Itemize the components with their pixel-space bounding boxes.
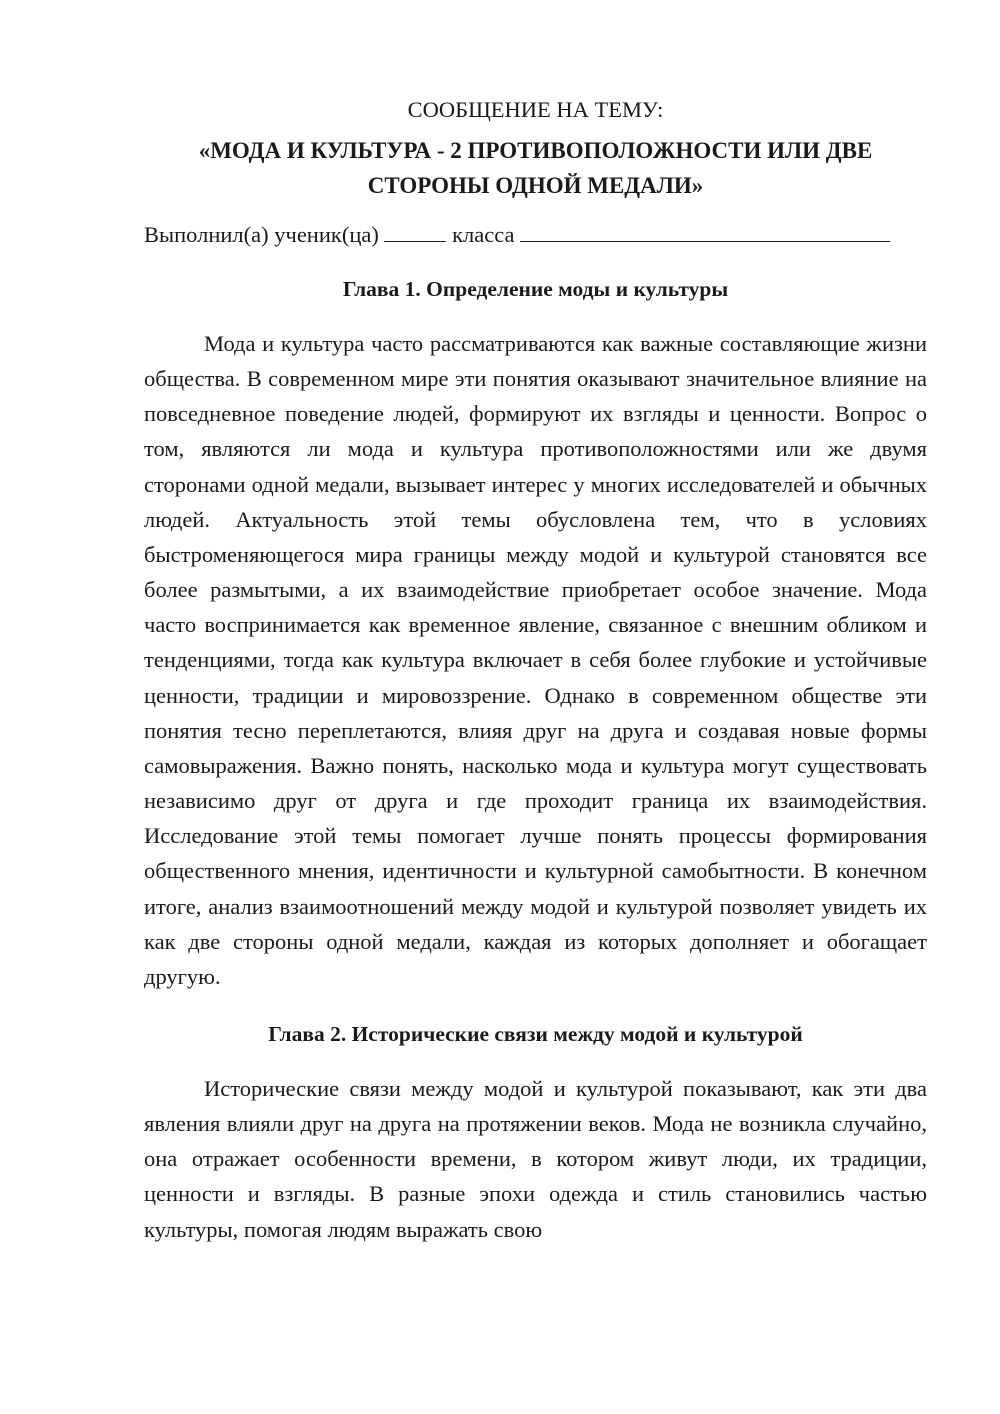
class-label: класса [452,222,515,247]
topic-label: СООБЩЕНИЕ НА ТЕМУ: [407,97,664,122]
author-label: Выполнил(а) ученик(ца) [144,222,379,247]
chapter-1-heading: Глава 1. Определение моды и культуры [342,277,729,301]
title-line-2: СТОРОНЫ ОДНОЙ МЕДАЛИ» [367,173,704,198]
document-title [144,133,927,203]
class-number-blank [384,217,446,242]
chapter-2-paragraph: Исторические связи между модой и культурой показывают, как эти два явления влияли друг на друга на протяжении веков. Мода не возникла случайно, она отражает особенности времени, в котором живут люди, их традиции, ценности и взгляды. В разные эпохи одежда и стиль становились частью культуры, помогая людям выражать свою [144,1075,927,1242]
document-page [144,92,927,1247]
chapter-1-paragraph: Мода и культура часто рассматриваются как важные составляющие жизни общества. В современном мире эти понятия оказывают значительное влияние на повседневное поведение людей, формируют их взгляды и ценности. Вопрос о том, являются ли мода и культура противоположностями или же двумя сторонами одной медали, вызывает интерес у многих исследователей и обычных людей. Актуальность этой темы обусловлена тем, что в условиях быстроменяющегося мира границы между модой и культурой становятся все более размытыми, а их взаимодействие приобретает особое значение. Мода часто воспринимается как временное явление, связанное с внешним обликом и тенденциями, тогда как культура включает в себя более глубокие и устойчивые ценности, традиции и мировоззрение. Однако в современном обществе эти понятия тесно переплетаются, влияя друг на друга и создавая новые формы самовыражения. Важно понять, насколько мода и культура могут существовать независимо друг от друга и где проходит граница их взаимодействия. Исследование этой темы помогает лучше понять процессы формирования общественного мнения, идентичности и культурной самобытности. В конечном итоге, анализ взаимоотношений между модой и культурой позволяет увидеть их как две стороны одной медали, каждая из которых дополняет и обогащает другую. [144,331,927,989]
title-line-1: «МОДА И КУЛЬТУРА - 2 ПРОТИВОПОЛОЖНОСТИ ИЛИ ДВЕ [198,138,873,163]
author-line [144,217,927,252]
chapter-2-heading: Глава 2. Исторические связи между модой и культурой [268,1021,803,1046]
student-name-blank [520,217,890,242]
